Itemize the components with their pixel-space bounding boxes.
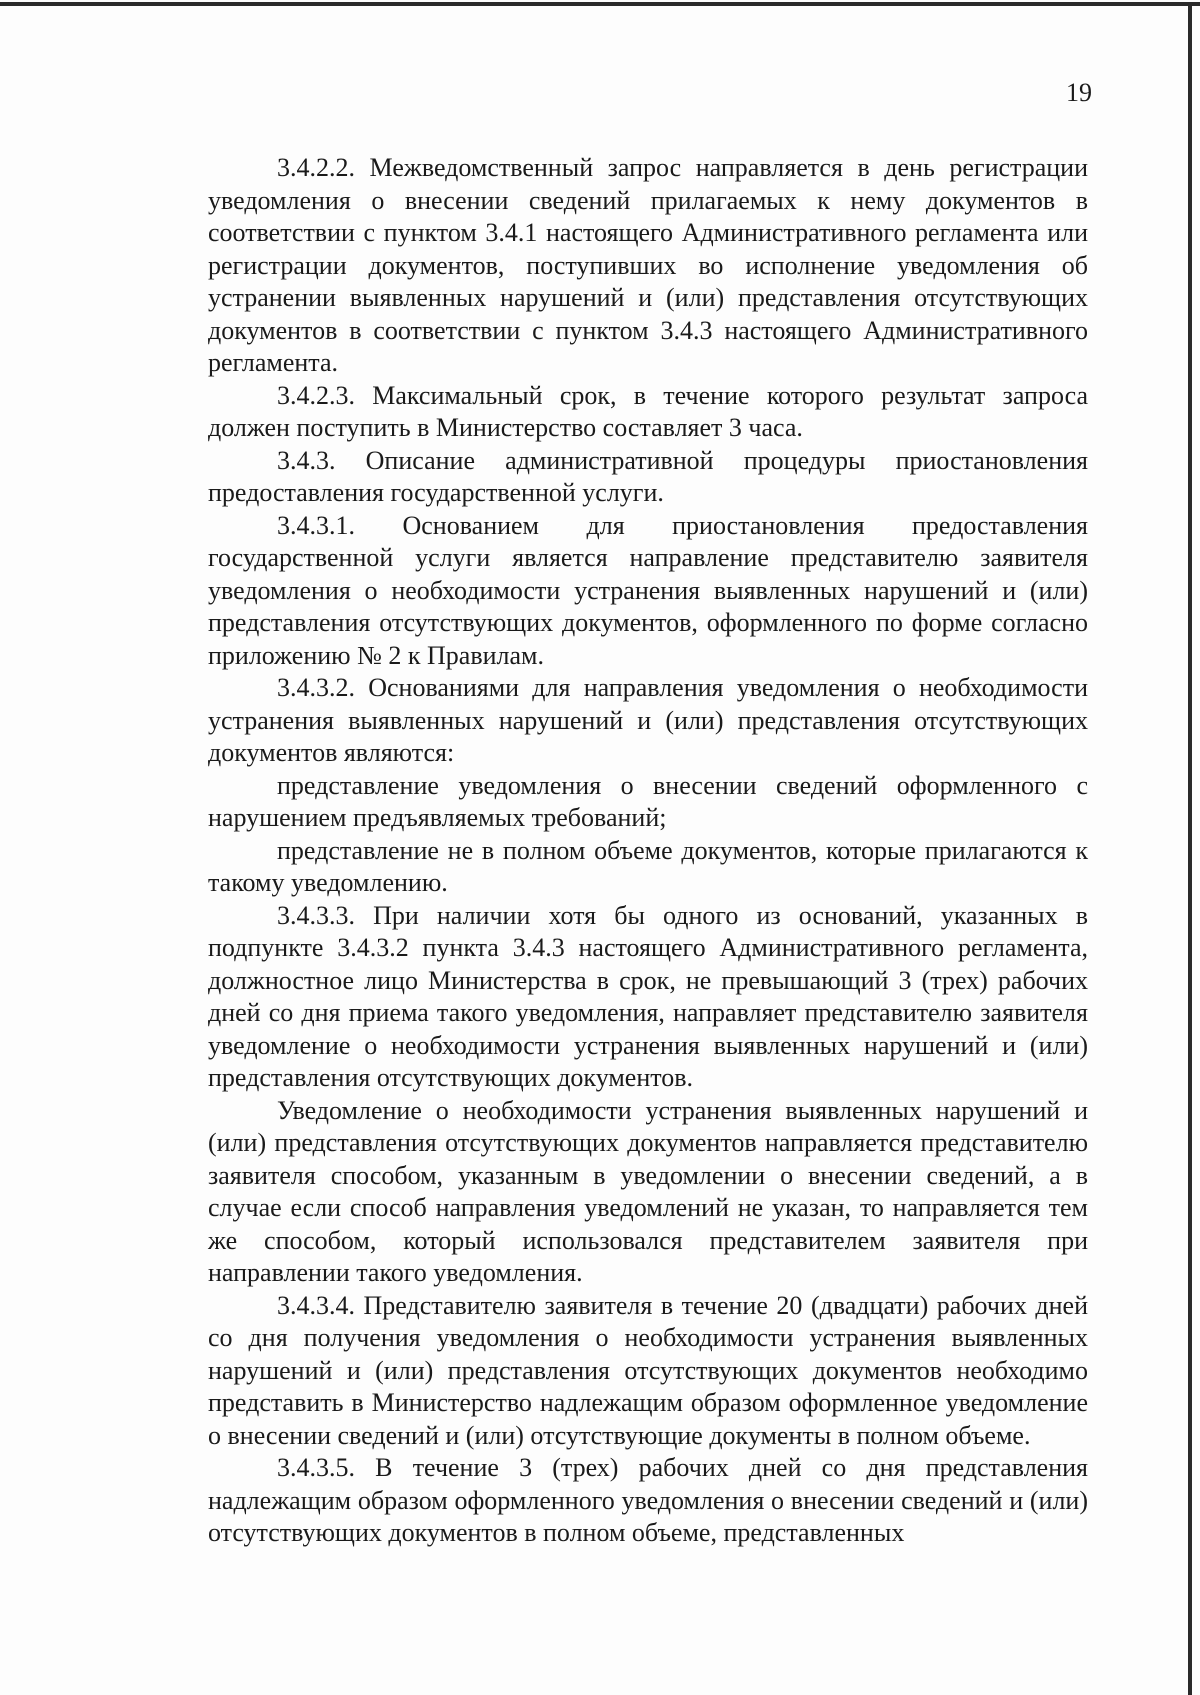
- paragraph-3-4-3-3: 3.4.3.3. При наличии хотя бы одного из оснований, указанных в подпункте 3.4.3.2 пункта 3.4.3 настоящего Административного регламента, должностное лицо Министерства в срок, не превышающий 3 (трех) рабочих дней со дня приема такого уведомления, направляет представителю заявителя уведомление о необходимости устранения выявленных нарушений и (или) представления отсутствующих документов.: [208, 900, 1088, 1092]
- scan-edge-right: [1188, 2, 1192, 1695]
- scan-edge-top: [0, 2, 1200, 6]
- paragraph-ground-1: представление уведомления о внесении сведений оформленного с нарушением предъявляемых требований;: [208, 770, 1088, 832]
- paragraph-3-4-3-5: 3.4.3.5. В течение 3 (трех) рабочих дней со дня представления надлежащим образом оформленного уведомления о внесении сведений и (или) отсутствующих документов в полном объеме, представленных: [208, 1453, 1088, 1547]
- page-number: 19: [1066, 78, 1092, 107]
- paragraph-3-4-3: 3.4.3. Описание административной процедуры приостановления предоставления государственной услуги.: [208, 445, 1088, 507]
- paragraph-notice-delivery: Уведомление о необходимости устранения выявленных нарушений и (или) представления отсутствующих документов направляется представителю заявителя способом, указанным в уведомлении о внесении сведений, а в случае если способ направления уведомлений не указан, то направляется тем же способом, который использовался представителем заявителя при направлении такого уведомления.: [208, 1095, 1088, 1287]
- paragraph-3-4-2-2: 3.4.2.2. Межведомственный запрос направляется в день регистрации уведомления о внесении сведений прилагаемых к нему документов в соответствии с пунктом 3.4.1 настоящего Административного регламента или регистрации документов, поступивших во исполнение уведомления об устранении выявленных нарушений и (или) представления отсутствующих документов в соответствии с пунктом 3.4.3 настоящего Административного регламента.: [208, 153, 1088, 377]
- document-body: [208, 152, 1088, 1550]
- paragraph-3-4-3-2: 3.4.3.2. Основаниями для направления уведомления о необходимости устранения выявленных нарушений и (или) представления отсутствующих документов являются:: [208, 673, 1088, 767]
- paragraph-3-4-2-3: 3.4.2.3. Максимальный срок, в течение которого результат запроса должен поступить в Министерство составляет 3 часа.: [208, 380, 1088, 442]
- paragraph-3-4-3-1: 3.4.3.1. Основанием для приостановления предоставления государственной услуги является направление представителю заявителя уведомления о необходимости устранения выявленных нарушений и (или) представления отсутствующих документов, оформленного по форме согласно приложению № 2 к Правилам.: [208, 510, 1088, 670]
- paragraph-3-4-3-4: 3.4.3.4. Представителю заявителя в течение 20 (двадцати) рабочих дней со дня получения уведомления о необходимости устранения выявленных нарушений и (или) представления отсутствующих документов необходимо представить в Министерство надлежащим образом оформленное уведомление о внесении сведений и (или) отсутствующие документы в полном объеме.: [208, 1290, 1088, 1450]
- paragraph-ground-2: представление не в полном объеме документов, которые прилагаются к такому уведомлению.: [208, 835, 1088, 897]
